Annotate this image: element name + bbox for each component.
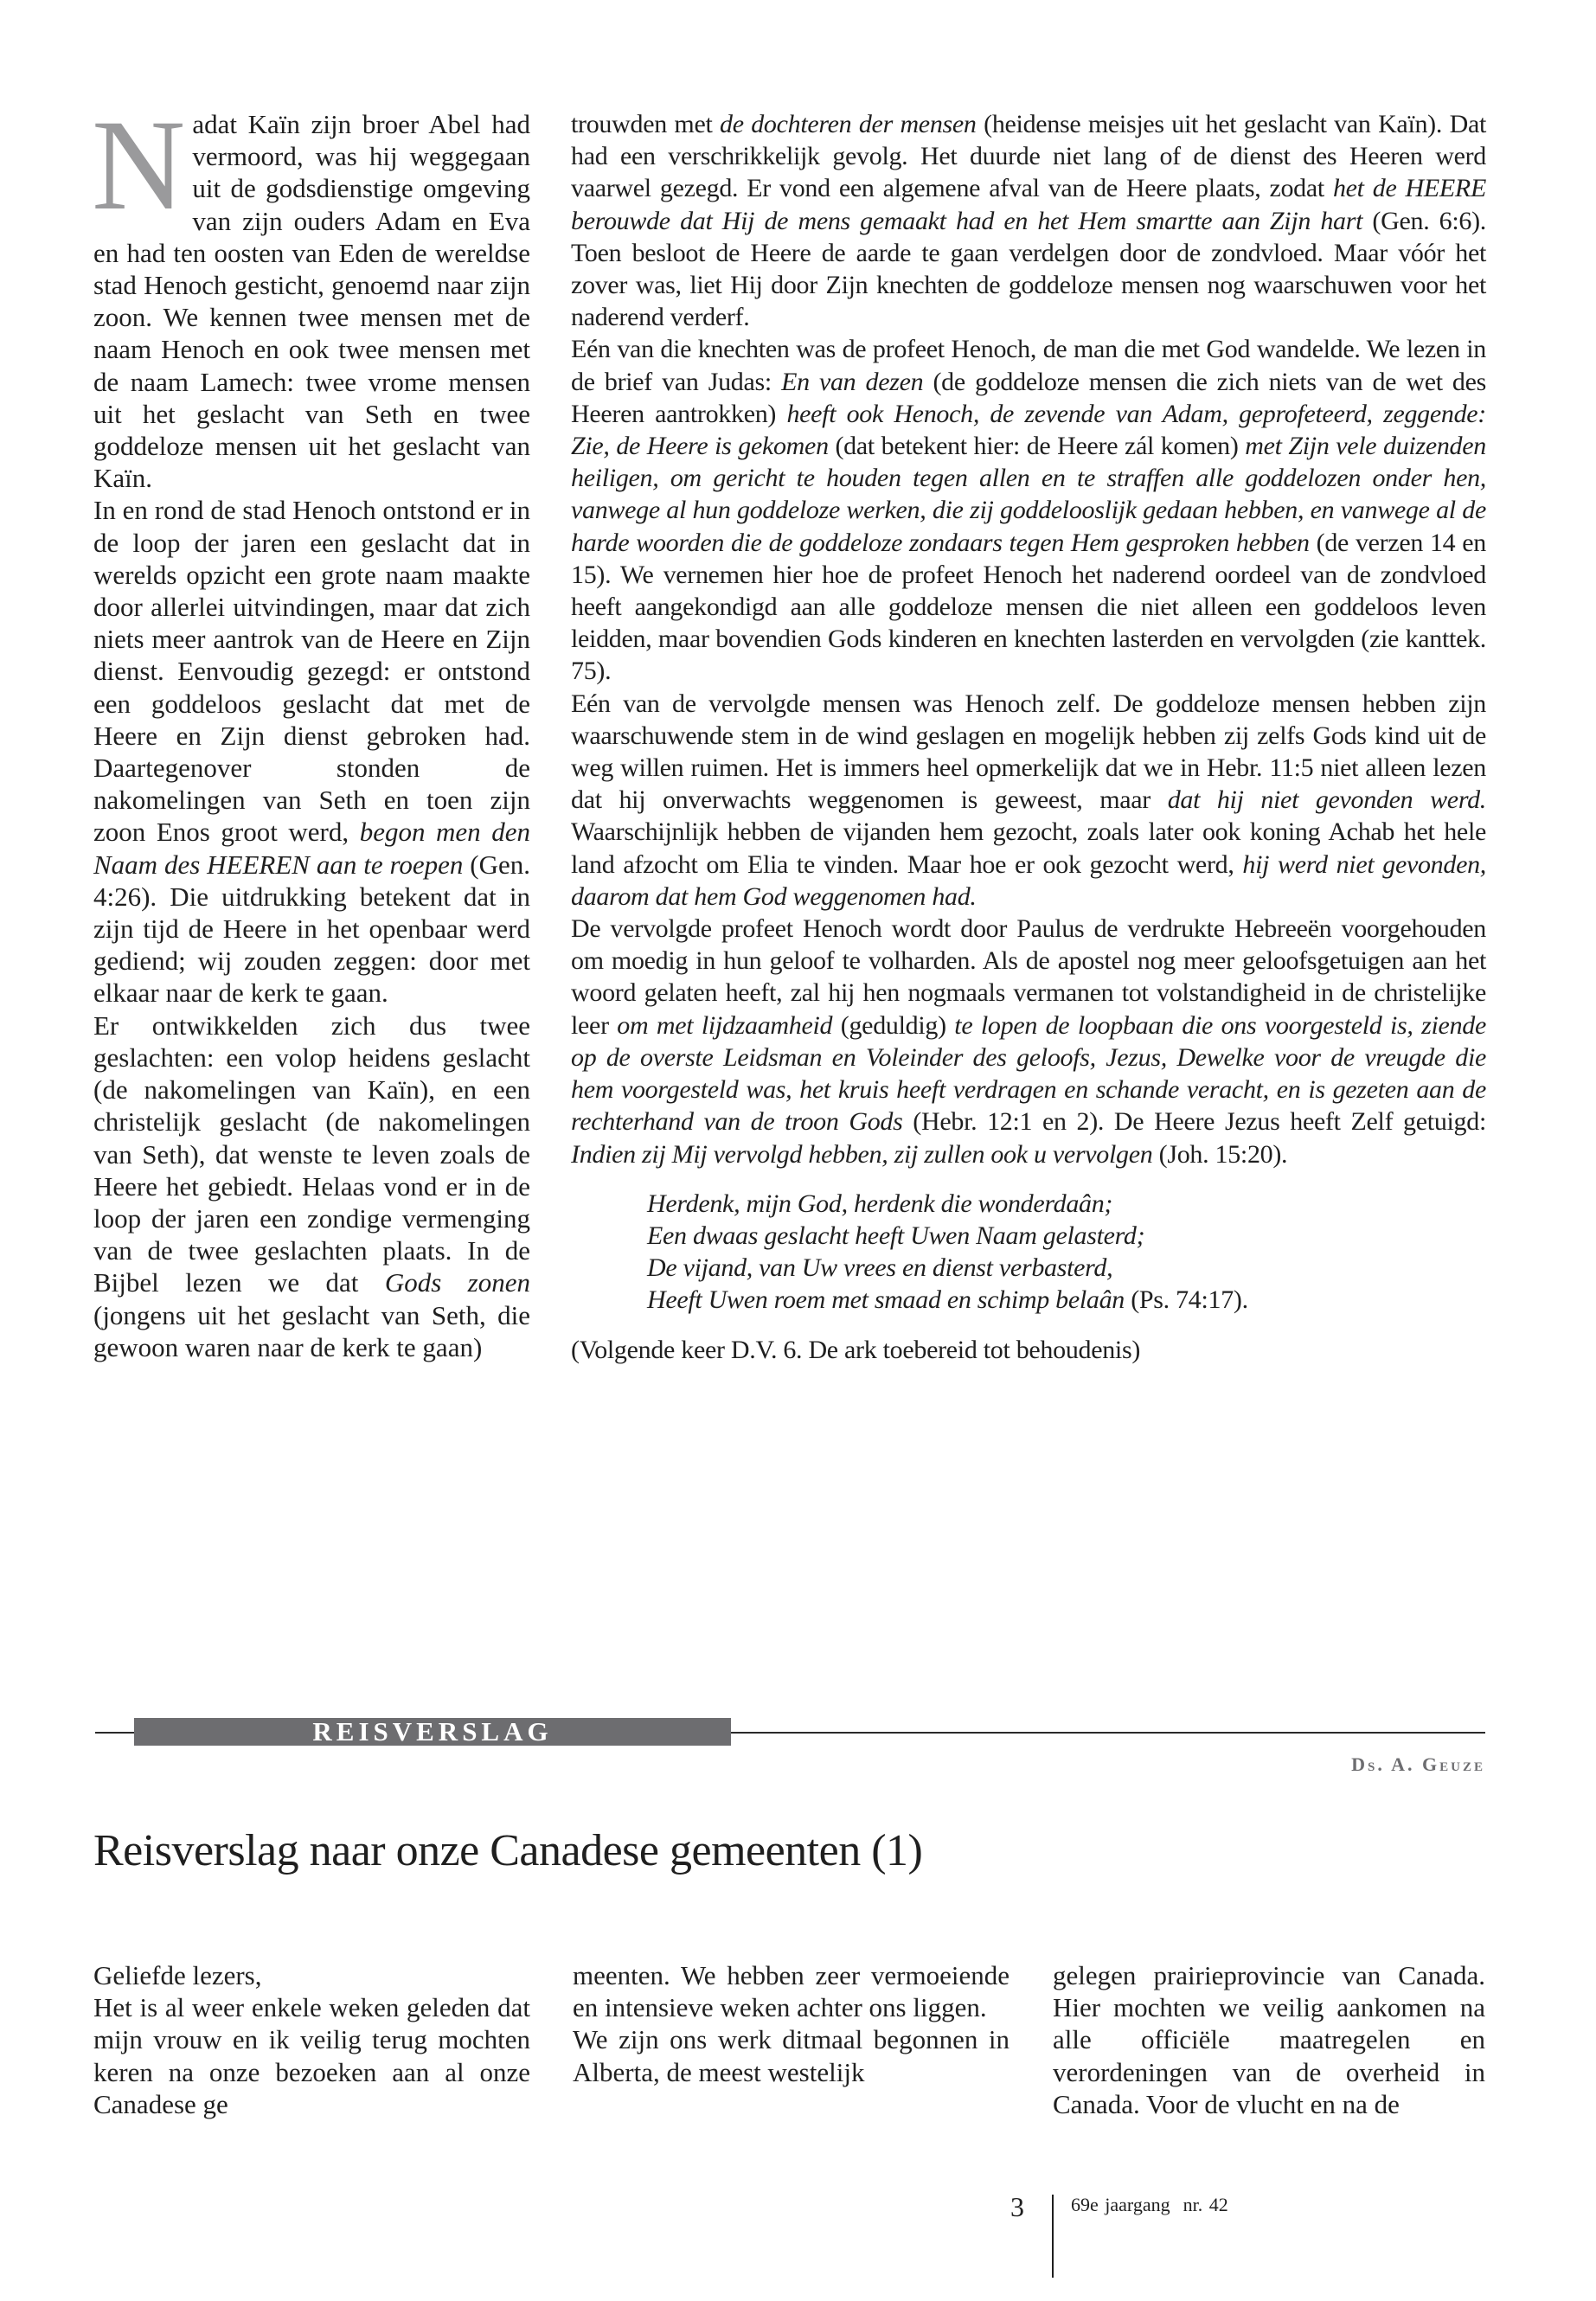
italic-quote: Indien zij Mij vervolgd hebben, zij zullen ook u vervolgen: [571, 1139, 1153, 1169]
drop-cap: N: [92, 93, 186, 237]
italic-quote: de dochteren der mensen: [720, 110, 977, 138]
volume: 69e jaargang: [1071, 2194, 1170, 2215]
author-byline: Ds. A. Geuze: [1351, 1753, 1485, 1775]
issue-number: nr. 42: [1183, 2194, 1228, 2215]
article2-column-2: [573, 1959, 1010, 2088]
article2-column-1: [93, 1959, 530, 2120]
paragraph: meenten. We hebben zeer vermoeiende en intensieve weken achter ons liggen.: [573, 1960, 1010, 2023]
article2-column-3: [1053, 1959, 1485, 2120]
italic-quote: het de HEERE berouwde dat Hij de mens gemaakt had en het Hem smartte aan Zijn hart: [571, 174, 1486, 235]
paragraph: We zijn ons werk ditmaal begonnen in Alberta, de meest westelijk: [573, 2024, 1010, 2087]
article-left-column: [92, 93, 530, 1363]
verse-line-last: [647, 1284, 1486, 1316]
paragraph: gelegen prairieprovincie van Canada. Hier mochten we veilig aankomen na alle officiële maatregelen en verordeningen van de overheid in Canada. Voor de vlucht en na de: [1053, 1960, 1485, 2119]
next-installment-note: (Volgende keer D.V. 6. De ark toebereid tot behoudenis): [571, 1335, 1141, 1364]
italic-quote: om met lijdzaamheid: [617, 1010, 833, 1040]
psalm-verse: [647, 1188, 1486, 1317]
paragraph: Eén van de vervolgde mensen was Henoch zelf. De goddeloze mensen hebben zijn waarschuwende stem in de wind geslagen en mogelijk hebben zij zelfs Gods kind uit de weg willen ruimen. Het is immers heel opmerkelijk dat we in Hebr. 11:5 niet alleen lezen dat hij onverwachts weggenomen is geweest, maar dat hij niet gevonden werd. Waarschijnlijk hebben de vijanden hem gezocht, zoals later ook koning Achab het hele land afzocht om Elia te vinden. Maar hoe er ook gezocht werd, hij werd niet gevonden, daarom dat hem God weggenomen had.: [571, 689, 1486, 911]
verse-reference: (Ps. 74:17).: [1125, 1285, 1248, 1315]
paragraph: In en rond de stad Henoch ontstond er in de loop der jaren een geslacht dat in werelds opzicht een grote naam maakte door allerlei uitvindingen, maar dat zich niets meer aantrok van de Heere en Zijn dienst. Eenvoudig gezegd: er ontstond een goddeloos geslacht dat met de Heere en Zijn dienst gebroken had. Daartegenover stonden de nakomelingen van Seth en toen zijn zoon Enos groot werd, begon men den Naam des HEEREN aan te roepen (Gen. 4:26). Die uitdrukking betekent dat in zijn tijd de Heere in het openbaar werd gediend; wij zouden zeggen: door met elkaar naar de kerk te gaan.: [93, 495, 530, 1009]
italic-quote: begon men den Naam des HEEREN aan te roepen: [93, 817, 530, 880]
italic-quote: Gods zonen: [384, 1267, 530, 1298]
article-title: Reisverslag naar onze Canadese gemeenten (1): [93, 1826, 923, 1875]
paragraph: N adat Kaïn zijn broer Abel had vermoord, was hij weggegaan uit de godsdienstige omgeving van zijn ouders Adam en Eva en had ten oosten van Eden de wereldse stad Henoch gesticht, genoemd naar zijn zoon. We kennen twee mensen met de naam Henoch en ook twee mensen met de naam Lamech: twee vrome mensen uit het geslacht van Seth en twee goddeloze mensen uit het geslacht van Kaïn.: [92, 93, 530, 494]
italic-quote: En van dezen: [781, 367, 924, 396]
italic-quote: te lopen de loopbaan die ons voorgesteld is, ziende op de overste Leidsman en Voleinder des geloofs, Jezus, Dewelke voor de vreugde die hem voorgesteld was, het kruis heeft verdragen en schande veracht, en is gezeten aan de rechterhand van de troon Gods: [571, 1010, 1486, 1137]
salutation: Geliefde lezers,: [93, 1960, 262, 1990]
verse-line: Een dwaas geslacht heeft Uwen Naam gelasterd;: [647, 1221, 1145, 1250]
italic-quote: dat hij niet gevonden werd.: [1167, 785, 1486, 815]
section-banner: REISVERSLAG: [134, 1718, 731, 1746]
verse-line-text: Heeft Uwen roem met smaad en schimp belaân: [647, 1285, 1125, 1315]
italic-quote: met Zijn vele duizenden heiligen, om gericht te houden tegen allen en te straffen alle goddelozen onder hen, vanwege al hun goddeloze werken, die zij goddelooslijk gedaan hebben, en vanwege al de harde woorden die de goddeloze zondaars tegen Hem gesproken hebben: [571, 432, 1486, 557]
page-number: 3: [1010, 2191, 1024, 2222]
issue-info: [1071, 2194, 1228, 2216]
verse-line: Herdenk, mijn God, herdenk die wonderdaân;: [647, 1189, 1113, 1218]
italic-quote: hij werd niet gevonden, daarom dat hem God weggenomen had.: [571, 849, 1486, 911]
paragraph: Eén van die knechten was de profeet Henoch, de man die met God wandelde. We lezen in de brief van Judas: En van dezen (de goddeloze mensen die zich niets van de wet des Heeren aantrokken) heeft ook Henoch, de zevende van Adam, geprofeteerd, zeggende: Zie, de Heere is gekomen (dat betekent hier: de Heere zál komen) met Zijn vele duizenden heiligen, om gericht te houden tegen allen en te straffen alle goddelozen onder hen, vanwege al hun goddeloze werken, die zij goddelooslijk gedaan hebben, en vanwege al de harde woorden die de goddeloze zondaars tegen Hem gesproken hebben (de verzen 14 en 15). We vernemen hier hoe de profeet Henoch het naderend oordeel van de zondvloed heeft aangekondigd aan alle goddeloze mensen die niet alleen een goddeloos leven leidden, maar bovendien Gods kinderen en knechten lasterden en vervolgden (zie kanttek. 75).: [571, 335, 1486, 686]
paragraph: Het is al weer enkele weken geleden dat mijn vrouw en ik veilig terug mochten keren na onze bezoeken aan al onze Canadese ge: [93, 1992, 530, 2119]
paragraph: Er ontwikkelden zich dus twee geslachten: een volop heidens geslacht (de nakomelingen van Kaïn), en een christelijk geslacht (de nakomelingen van Seth), dat wenste te leven zoals de Heere het gebiedt. Helaas vond er in de loop der jaren een zondige vermenging van de twee geslachten plaats. In de Bijbel lezen we dat Gods zonen (jongens uit het geslacht van Seth, die gewoon waren naar de kerk te gaan): [93, 1009, 530, 1362]
italic-quote: heeft ook Henoch, de zevende van Adam, geprofeteerd, zeggende: Zie, de Heere is gekomen: [571, 399, 1486, 461]
verse-line: De vijand, van Uw vrees en dienst verbasterd,: [647, 1253, 1113, 1283]
paragraph: trouwden met de dochteren der mensen (heidense meisjes uit het geslacht van Kaïn). Dat had een verschrikkelijk gevolg. Het duurde niet lang of de dienst des Heeren werd vaarwel gezegd. Er vond een algemene afval van de Heere plaats, zodat het de HEERE berouwde dat Hij de mens gemaakt had en het Hem smartte aan Zijn hart (Gen. 6:6). Toen besloot de Heere de aarde te gaan verdelgen door de zondvloed. Maar vóór het zover was, liet Hij door Zijn knechten de goddeloze mensen nog waarschuwen voor het naderend verderf.: [571, 110, 1486, 332]
article-right-column: [571, 108, 1486, 1366]
footer-divider: [1052, 2195, 1054, 2278]
paragraph: De vervolgde profeet Henoch wordt door Paulus de verdrukte Hebreeën voorgehouden om moedig in hun geloof te volharden. Als de apostel nog meer geloofsgetuigen aan het woord gelaten heeft, zal hij hen nogmaals vermanen tot volstandigheid in de christelijke leer om met lijdzaamheid (geduldig) te lopen de loopbaan die ons voorgesteld is, ziende op de overste Leidsman en Voleinder des geloofs, Jezus, Dewelke voor de vreugde die hem voorgesteld was, het kruis heeft verdragen en schande veracht, en is gezeten aan de rechterhand van de troon Gods (Hebr. 12:1 en 2). De Heere Jezus heeft Zelf getuigd: Indien zij Mij vervolgd hebben, zij zullen ook u vervolgen (Joh. 15:20).: [571, 914, 1486, 1169]
